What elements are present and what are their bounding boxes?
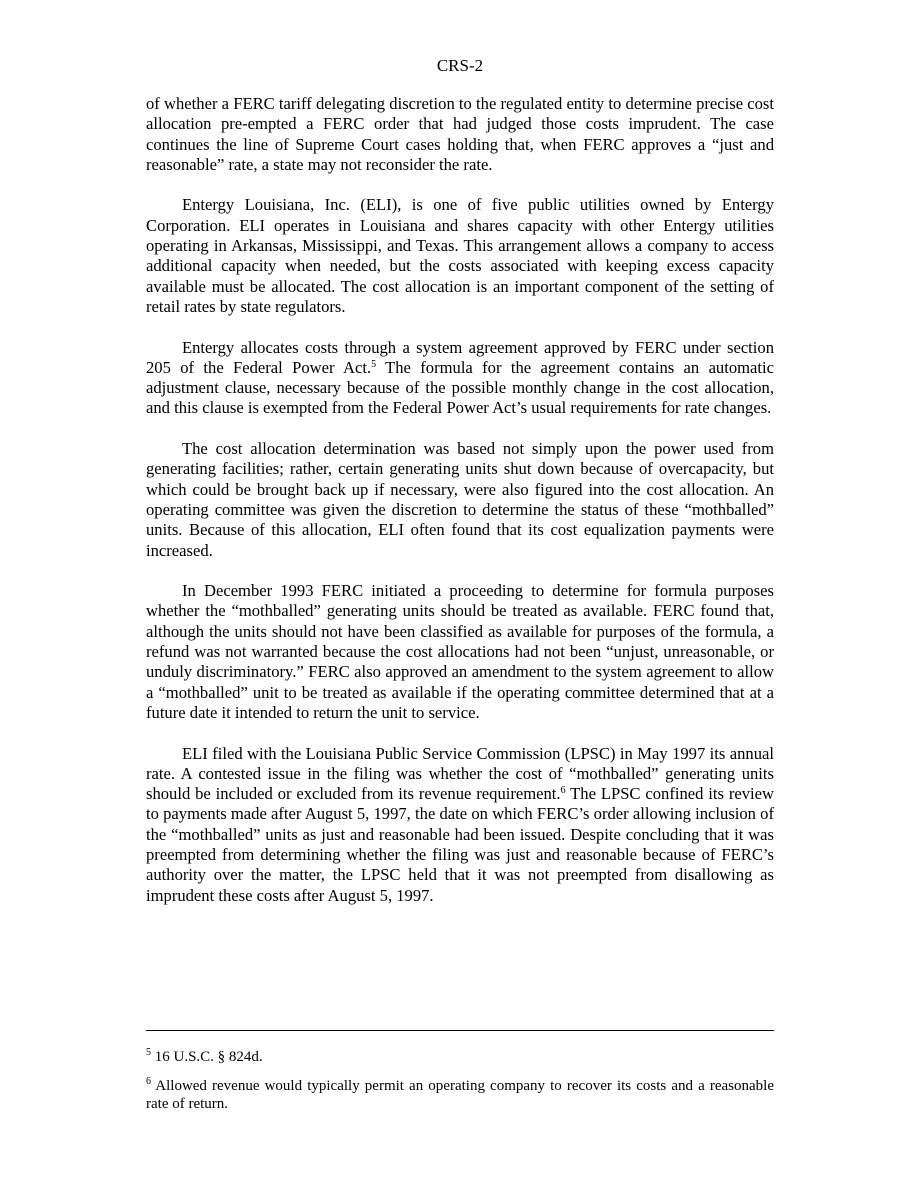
footnote-ref-5[interactable]: 5	[371, 358, 377, 370]
paragraph-ferc-proceeding: In December 1993 FERC initiated a proceeding to determine for formula purposes whether the “mothballed” generating units should be treated as available. FERC found that, although the units should not have been classified as available for purposes of the formula, a refund was not warranted because the cost allocations had not been “unjust, unreasonable, or unduly discriminatory.” FERC also approved an amendment to the system agreement to allow a “mothballed” unit to be treated as available if the operating committee determined that at a future date it intended to return the unit to service.	[146, 581, 774, 722]
footnote-item	[146, 1077, 774, 1114]
paragraph-lpsc-filing	[146, 744, 774, 906]
paragraph-system-agreement	[146, 338, 774, 419]
footnote-ref-6[interactable]: 6	[560, 785, 566, 797]
paragraph-cost-allocation: The cost allocation determination was based not simply upon the power used from generating facilities; rather, certain generating units shut down because of overcapacity, but which could be brought back up if necessary, were also figured into the cost allocation. An operating committee was given the discretion to determine the status of these “mothballed” units. Because of this allocation, ELI often found that its cost equalization payments were increased.	[146, 439, 774, 560]
page-number-header: CRS-2	[436, 56, 484, 75]
footnote-divider	[146, 1030, 774, 1031]
footnote-number: 6	[146, 1075, 151, 1087]
footnote-number: 5	[146, 1047, 151, 1058]
paragraph-continuation: of whether a FERC tariff delegating discretion to the regulated entity to determine precise cost allocation pre-empted a FERC order that had judged those costs imprudent. The case continues the line of Supreme Court cases holding that, when FERC approves a “just and reasonable” rate, a state may not reconsider the rate.	[146, 94, 774, 174]
paragraph-text: ELI filed with the Louisiana Public Service Commission (LPSC) in May 1997 its annual rate. A contested issue in the filing was whether the cost of “mothballed” generating units should be included or excluded from its revenue requirement.	[146, 743, 774, 804]
footnote-text: Allowed revenue would typically permit an operating company to recover its costs and a reasonable rate of return.	[146, 1077, 774, 1112]
footnotes-section	[146, 1048, 774, 1124]
footnote-text: 16 U.S.C. § 824d.	[151, 1049, 263, 1065]
paragraph-entergy-louisiana: Entergy Louisiana, Inc. (ELI), is one of five public utilities owned by Entergy Corporation. ELI operates in Louisiana and shares capacity with other Entergy utilities operating in Arkansas, Mississippi, and Texas. This arrangement allows a company to access additional capacity when needed, but the costs associated with keeping excess capacity available must be allocated. The cost allocation is an important component of the setting of retail rates by state regulators.	[146, 195, 774, 316]
paragraph-text: The formula for the agreement contains an automatic adjustment clause, necessary because of the possible monthly change in the cost allocation, and this clause is exempted from the Federal Power Act’s usual requirements for rate changes.	[146, 357, 774, 418]
paragraph-text: The LPSC confined its review to payments made after August 5, 1997, the date on which FERC’s order allowing inclusion of the “mothballed” units as just and reasonable had been issued. Despite concluding that it was preempted from determining whether the filing was just and reasonable because of FERC’s authority over the matter, the LPSC held that it was not preempted from disallowing as imprudent these costs after August 5, 1997.	[146, 784, 775, 905]
paragraph-text: Entergy allocates costs through a system agreement approved by FERC under section 205 of the Federal Power Act.	[146, 337, 774, 377]
footnote-item	[146, 1048, 774, 1067]
document-body	[146, 94, 774, 926]
